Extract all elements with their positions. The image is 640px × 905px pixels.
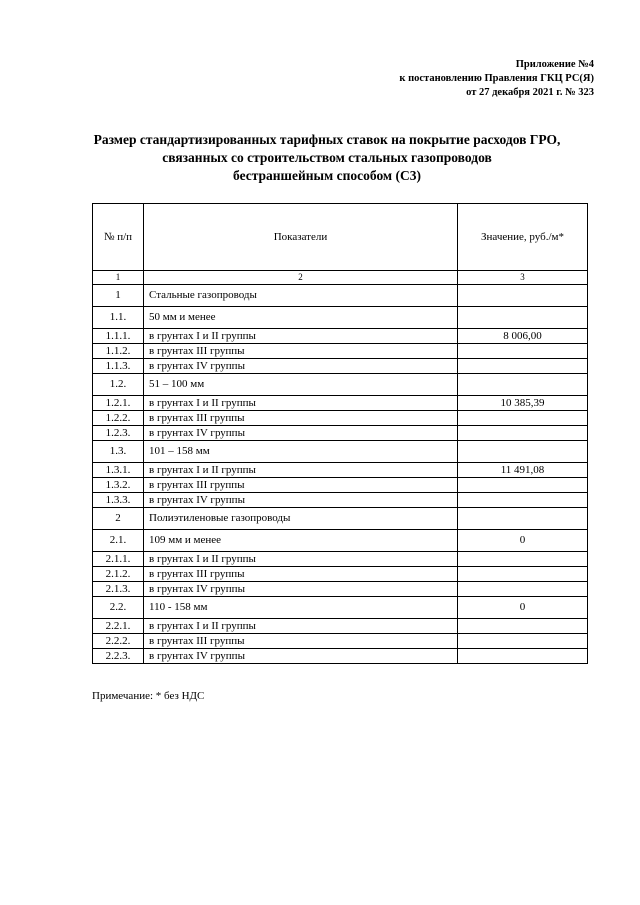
row-label: Стальные газопроводы xyxy=(144,285,458,307)
table-row xyxy=(93,567,588,582)
row-value xyxy=(458,478,588,493)
row-number: 1 xyxy=(93,285,144,307)
row-label: в грунтах IV группы xyxy=(144,582,458,597)
row-label: 109 мм и менее xyxy=(144,530,458,552)
row-value xyxy=(458,285,588,307)
appendix-title: Приложение №4 xyxy=(515,59,594,70)
title-line-1: Размер стандартизированных тарифных ставок на покрытие расходов ГРО, xyxy=(93,132,561,147)
row-label: в грунтах I и II группы xyxy=(144,329,458,344)
row-label: в грунтах III группы xyxy=(144,634,458,649)
table-row xyxy=(93,329,588,344)
row-number: 1.1. xyxy=(93,307,144,329)
header-value: Значение, руб./м* xyxy=(458,204,588,271)
row-value xyxy=(458,493,588,508)
row-number: 2.1.2. xyxy=(93,567,144,582)
row-value xyxy=(458,374,588,396)
table-row xyxy=(93,426,588,441)
row-value: 8 006,00 xyxy=(458,329,588,344)
row-value xyxy=(458,344,588,359)
row-label: в грунтах IV группы xyxy=(144,359,458,374)
row-label: 101 – 158 мм xyxy=(144,441,458,463)
header-number: № п/п xyxy=(93,204,144,271)
row-number: 2.1.3. xyxy=(93,582,144,597)
row-value: 11 491,08 xyxy=(458,463,588,478)
table-row xyxy=(93,619,588,634)
row-label: в грунтах I и II группы xyxy=(144,463,458,478)
table-row xyxy=(93,508,588,530)
row-label: в грунтах IV группы xyxy=(144,426,458,441)
row-label: в грунтах III группы xyxy=(144,567,458,582)
row-number: 1.3.2. xyxy=(93,478,144,493)
table-row xyxy=(93,530,588,552)
table-body xyxy=(93,285,588,664)
row-value xyxy=(458,411,588,426)
table-row xyxy=(93,597,588,619)
row-number: 1.1.3. xyxy=(93,359,144,374)
row-label: 50 мм и менее xyxy=(144,307,458,329)
row-number: 2.2. xyxy=(93,597,144,619)
table-row xyxy=(93,307,588,329)
table-row xyxy=(93,634,588,649)
appendix-date: от 27 декабря 2021 г. № 323 xyxy=(466,87,594,98)
row-label: Полиэтиленовые газопроводы xyxy=(144,508,458,530)
row-value xyxy=(458,508,588,530)
row-number: 1.3.1. xyxy=(93,463,144,478)
table-header-row xyxy=(93,204,588,271)
table-row xyxy=(93,649,588,664)
row-number: 1.1.1. xyxy=(93,329,144,344)
row-number: 1.3. xyxy=(93,441,144,463)
row-label: 110 - 158 мм xyxy=(144,597,458,619)
table-row xyxy=(93,493,588,508)
row-value xyxy=(458,441,588,463)
row-label: в грунтах I и II группы xyxy=(144,396,458,411)
table-row xyxy=(93,463,588,478)
row-label: в грунтах III группы xyxy=(144,411,458,426)
row-number: 2.1.1. xyxy=(93,552,144,567)
row-label: в грунтах I и II группы xyxy=(144,552,458,567)
header-indicators: Показатели xyxy=(144,204,458,271)
row-label: в грунтах III группы xyxy=(144,478,458,493)
row-number: 1.2. xyxy=(93,374,144,396)
row-number: 1.2.3. xyxy=(93,426,144,441)
document-title xyxy=(60,131,594,185)
column-number: 3 xyxy=(458,271,588,285)
table-row xyxy=(93,396,588,411)
table-row xyxy=(93,359,588,374)
row-value xyxy=(458,649,588,664)
row-number: 1.2.2. xyxy=(93,411,144,426)
row-value xyxy=(458,582,588,597)
row-number: 2.2.3. xyxy=(93,649,144,664)
row-number: 2.2.2. xyxy=(93,634,144,649)
row-number: 2.2.1. xyxy=(93,619,144,634)
column-number-row xyxy=(93,271,588,285)
row-value: 0 xyxy=(458,597,588,619)
row-number: 2.1. xyxy=(93,530,144,552)
row-number: 2 xyxy=(93,508,144,530)
row-label: в грунтах IV группы xyxy=(144,649,458,664)
row-value xyxy=(458,552,588,567)
row-value xyxy=(458,619,588,634)
row-value xyxy=(458,359,588,374)
tariff-table xyxy=(92,203,588,664)
table-row xyxy=(93,344,588,359)
row-value xyxy=(458,426,588,441)
table-row xyxy=(93,441,588,463)
row-value xyxy=(458,634,588,649)
row-value xyxy=(458,307,588,329)
table-row xyxy=(93,285,588,307)
column-number: 2 xyxy=(144,271,458,285)
table-row xyxy=(93,552,588,567)
table-row xyxy=(93,411,588,426)
title-line-2: связанных со строительством стальных газопроводов xyxy=(162,150,492,165)
row-number: 1.1.2. xyxy=(93,344,144,359)
row-value: 10 385,39 xyxy=(458,396,588,411)
row-label: в грунтах III группы xyxy=(144,344,458,359)
row-number: 1.2.1. xyxy=(93,396,144,411)
row-number: 1.3.3. xyxy=(93,493,144,508)
footnote: Примечание: * без НДС xyxy=(92,690,205,702)
row-value: 0 xyxy=(458,530,588,552)
column-number: 1 xyxy=(93,271,144,285)
appendix-resolution: к постановлению Правления ГКЦ РС(Я) xyxy=(399,73,594,84)
table-row xyxy=(93,582,588,597)
row-label: 51 – 100 мм xyxy=(144,374,458,396)
row-label: в грунтах I и II группы xyxy=(144,619,458,634)
row-value xyxy=(458,567,588,582)
table-row xyxy=(93,374,588,396)
title-line-3: бестраншейным способом (С3) xyxy=(233,168,421,183)
table-row xyxy=(93,478,588,493)
appendix-block xyxy=(399,58,594,100)
row-label: в грунтах IV группы xyxy=(144,493,458,508)
